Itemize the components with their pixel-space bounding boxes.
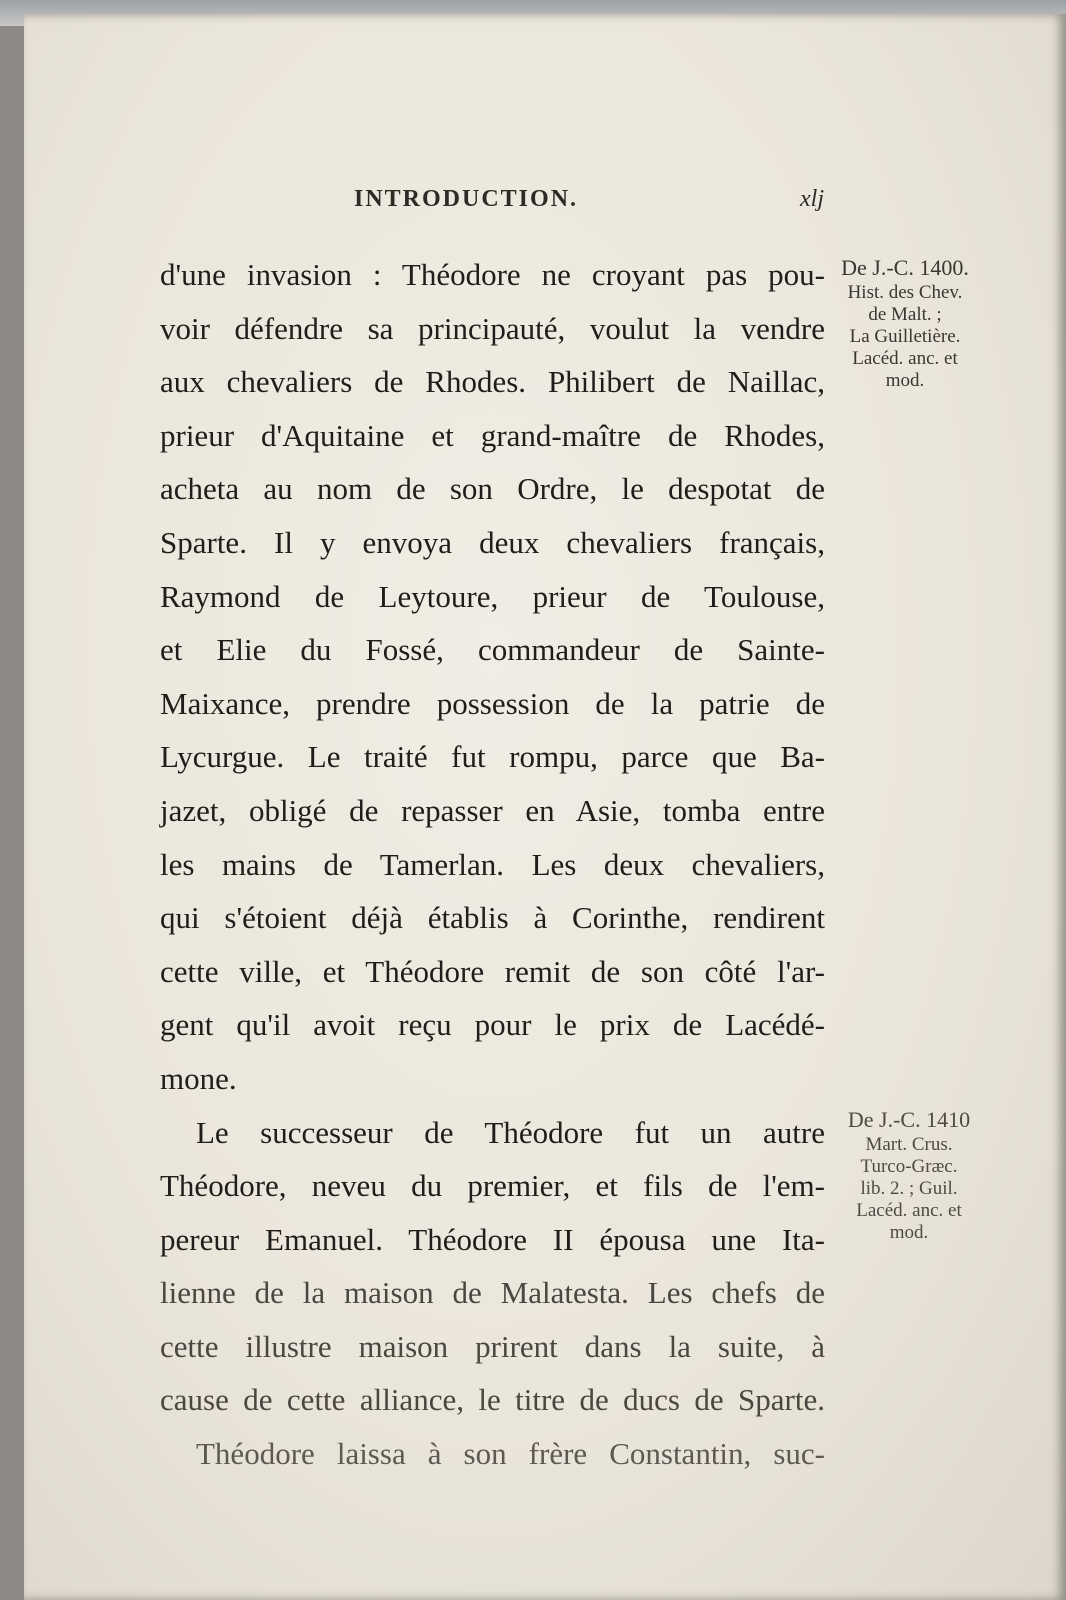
text-line: mone. bbox=[160, 1060, 237, 1096]
text-line: Maixance, prendre possession de la patrie de bbox=[160, 685, 825, 721]
text-line: lienne de la maison de Malatesta. Les chefs de bbox=[160, 1275, 825, 1311]
text-line: cette illustre maison prirent dans la suite, à bbox=[160, 1328, 825, 1364]
text-line: prieur d'Aquitaine et grand-maître de Rhodes, bbox=[160, 417, 825, 453]
text-line: d'une invasion : Théodore ne croyant pas pou- bbox=[160, 257, 825, 292]
margin-note-line: Lacéd. anc. et bbox=[852, 348, 958, 369]
text-line: les mains de Tamerlan. Les deux chevaliers, bbox=[160, 846, 825, 882]
page-number: xlj bbox=[800, 186, 824, 212]
text-line: Raymond de Leytoure, prieur de Toulouse, bbox=[160, 578, 825, 614]
text-line: aux chevaliers de Rhodes. Philibert de Naillac, bbox=[160, 364, 825, 400]
text-line: Théodore laissa à son frère Constantin, suc- bbox=[196, 1436, 825, 1472]
text-line: Théodore, neveu du premier, et fils de l'em- bbox=[160, 1168, 825, 1204]
text-line: Le successeur de Théodore fut un autre bbox=[196, 1114, 825, 1150]
margin-note-line: lib. 2. ; Guil. bbox=[860, 1178, 958, 1199]
margin-note bbox=[820, 1106, 998, 1244]
text-line: pereur Emanuel. Théodore II épousa une Ita- bbox=[160, 1221, 825, 1257]
margin-note-line: Turco-Græc. bbox=[860, 1156, 958, 1177]
text-line: Sparte. Il y envoya deux chevaliers français, bbox=[160, 524, 825, 560]
text-line: qui s'étoient déjà établis à Corinthe, rendirent bbox=[160, 900, 825, 936]
margin-note-line: mod. bbox=[885, 370, 925, 391]
text-line: Lycurgue. Le traité fut rompu, parce que Ba- bbox=[160, 739, 825, 775]
margin-note-date: De J.-C. 1410 bbox=[847, 1107, 971, 1132]
margin-note-line: Lacéd. anc. et bbox=[856, 1200, 962, 1221]
text-line: et Elie du Fossé, commandeur de Sainte- bbox=[160, 632, 825, 668]
margin-note-line: de Malt. ; bbox=[868, 304, 942, 325]
margin-note-line: mod. bbox=[889, 1222, 929, 1243]
margin-note-date: De J.-C. 1400. bbox=[841, 255, 969, 280]
text-line: jazet, obligé de repasser en Asie, tomba entre bbox=[160, 792, 825, 828]
body-text bbox=[160, 248, 825, 1481]
page-header bbox=[354, 186, 824, 226]
text-line: voir défendre sa principauté, voulut la vendre bbox=[160, 310, 825, 346]
margin-note bbox=[816, 254, 994, 392]
margin-note-line: Hist. des Chev. bbox=[847, 282, 963, 303]
text-line: cause de cette alliance, le titre de ducs de Sparte. bbox=[160, 1382, 825, 1418]
text-line: cette ville, et Théodore remit de son côté l'ar- bbox=[160, 953, 825, 989]
book-page bbox=[24, 14, 1066, 1600]
margin-note-line: La Guilletière. bbox=[849, 326, 961, 347]
running-title: INTRODUCTION. bbox=[354, 186, 579, 212]
text-line: gent qu'il avoit reçu pour le prix de Lacédé- bbox=[160, 1007, 825, 1043]
text-line: acheta au nom de son Ordre, le despotat de bbox=[160, 471, 825, 507]
margin-note-line: Mart. Crus. bbox=[865, 1134, 953, 1155]
